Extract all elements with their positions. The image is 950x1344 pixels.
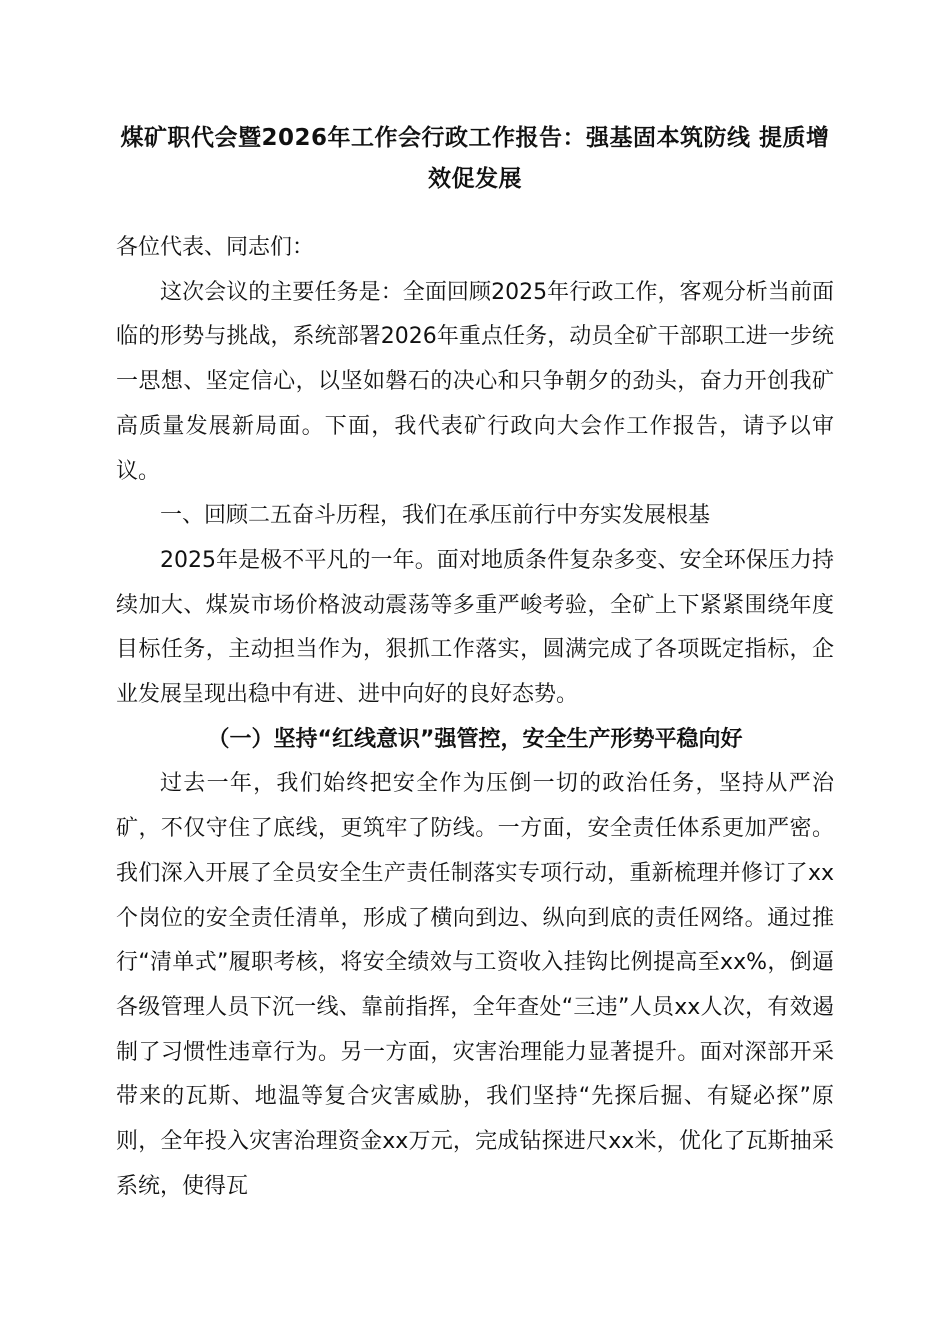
- document-body: [116, 226, 834, 1209]
- salutation: 各位代表、同志们：: [116, 235, 315, 260]
- section-heading-1: 一、回顾二五奋斗历程，我们在承压前行中夯实发展根基: [160, 503, 711, 529]
- paragraph-safety: 过去一年，我们始终把安全作为压倒一切的政治任务，坚持从严治矿，不仅守住了底线，更筑牢了防线。一方面，安全责任体系更加严密。我们深入开展了全员安全生产责任制落实专项行动，重新梳理并修订了xx个岗位的安全责任清单，形成了横向到边、纵向到底的责任网络。通过推行“清单式”履职考核，将安全绩效与工资收入挂钩比例提高至xx%，倒逼各级管理人员下沉一线、靠前指挥，全年查处“三违”人员xx人次，有效遏制了习惯性违章行为。另一方面，灾害治理能力显著提升。面对深部开采带来的瓦斯、地温等复合灾害威胁，我们坚持“先探后掘、有疑必探”原则，全年投入灾害治理资金xx万元，完成钻探进尺xx米，优化了瓦斯抽采系统，使得瓦: [116, 771, 834, 1199]
- document-title: 煤矿职代会暨2026年工作会行政工作报告：强基固本筑防线 提质增效促发展: [120, 125, 830, 192]
- paragraph-overview: 2025年是极不平凡的一年。面对地质条件复杂多变、安全环保压力持续加大、煤炭市场价格波动震荡等多重严峻考验，全矿上下紧紧围绕年度目标任务，主动担当作为，狠抓工作落实，圆满完成了各项既定指标，企业发展呈现出稳中有进、进中向好的良好态势。: [116, 547, 834, 708]
- subsection-heading-1: （一）坚持“红线意识”强管控，安全生产形势平稳向好: [207, 726, 743, 752]
- paragraph-intro: 这次会议的主要任务是：全面回顾2025年行政工作，客观分析当前面临的形势与挑战，系统部署2026年重点任务，动员全矿干部职工进一步统一思想、坚定信心，以坚如磐石的决心和只争朝夕的劲头，奋力开创我矿高质量发展新局面。下面，我代表矿行政向大会作工作报告，请予以审议。: [116, 279, 834, 484]
